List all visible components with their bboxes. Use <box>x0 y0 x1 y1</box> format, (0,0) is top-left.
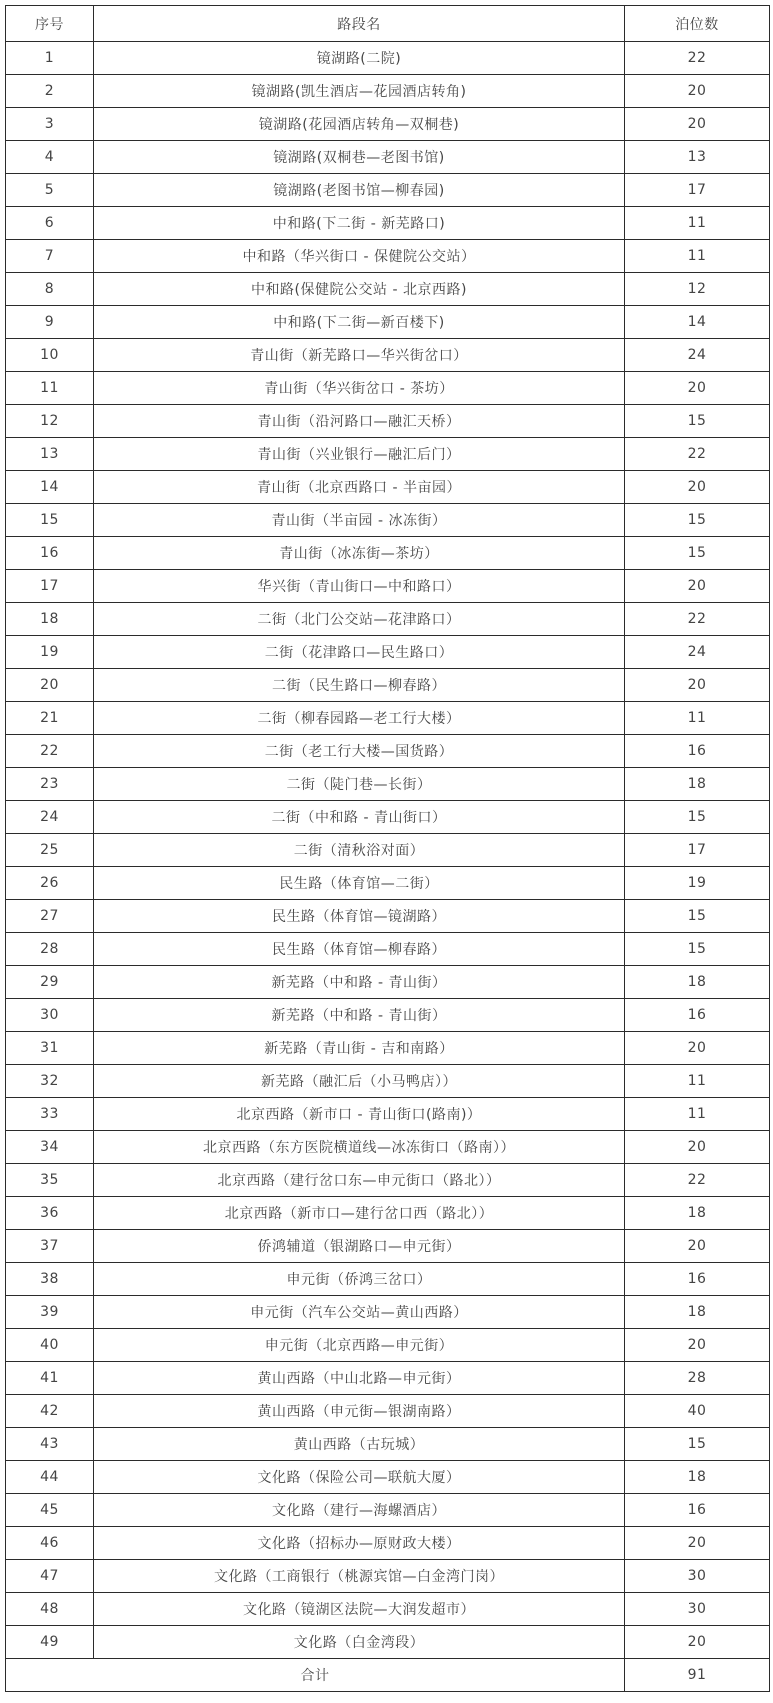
row-road-section: 新芜路（青山街 - 吉和南路） <box>94 1032 625 1065</box>
table-row <box>6 999 770 1032</box>
row-berth-count: 22 <box>625 603 770 636</box>
row-index: 41 <box>6 1362 94 1395</box>
row-index: 31 <box>6 1032 94 1065</box>
row-berth-count: 17 <box>625 174 770 207</box>
table-row <box>6 1461 770 1494</box>
row-berth-count: 18 <box>625 1461 770 1494</box>
row-berth-count: 15 <box>625 504 770 537</box>
row-road-section: 华兴街（青山街口—中和路口） <box>94 570 625 603</box>
table-row <box>6 1263 770 1296</box>
row-index: 42 <box>6 1395 94 1428</box>
table-row <box>6 1494 770 1527</box>
header-road-section: 路段名 <box>94 6 625 42</box>
table-row <box>6 1329 770 1362</box>
row-berth-count: 20 <box>625 1329 770 1362</box>
row-index: 29 <box>6 966 94 999</box>
table-row <box>6 75 770 108</box>
table-row <box>6 1527 770 1560</box>
row-index: 1 <box>6 42 94 75</box>
table-total-row <box>6 1659 770 1692</box>
row-index: 7 <box>6 240 94 273</box>
row-index: 47 <box>6 1560 94 1593</box>
row-index: 27 <box>6 900 94 933</box>
table-row <box>6 273 770 306</box>
table-row <box>6 1593 770 1626</box>
row-road-section: 青山街（沿河路口—融汇天桥） <box>94 405 625 438</box>
row-berth-count: 19 <box>625 867 770 900</box>
row-index: 46 <box>6 1527 94 1560</box>
table-row <box>6 405 770 438</box>
row-berth-count: 18 <box>625 768 770 801</box>
row-road-section: 中和路（华兴街口 - 保健院公交站） <box>94 240 625 273</box>
row-road-section: 青山街（北京西路口 - 半亩园） <box>94 471 625 504</box>
row-index: 40 <box>6 1329 94 1362</box>
header-berth-count: 泊位数 <box>625 6 770 42</box>
table-row <box>6 933 770 966</box>
table-row <box>6 1032 770 1065</box>
row-index: 8 <box>6 273 94 306</box>
row-road-section: 文化路（镜湖区法院—大润发超市） <box>94 1593 625 1626</box>
row-road-section: 申元街（汽车公交站—黄山西路） <box>94 1296 625 1329</box>
row-berth-count: 11 <box>625 702 770 735</box>
table-row <box>6 438 770 471</box>
table-row <box>6 570 770 603</box>
row-berth-count: 18 <box>625 1296 770 1329</box>
row-berth-count: 12 <box>625 273 770 306</box>
table-row <box>6 174 770 207</box>
table-row <box>6 669 770 702</box>
row-berth-count: 24 <box>625 339 770 372</box>
table-header-row <box>6 6 770 42</box>
table-row <box>6 372 770 405</box>
table-row <box>6 768 770 801</box>
table-row <box>6 1065 770 1098</box>
row-index: 48 <box>6 1593 94 1626</box>
row-index: 9 <box>6 306 94 339</box>
row-index: 34 <box>6 1131 94 1164</box>
row-berth-count: 15 <box>625 900 770 933</box>
row-berth-count: 22 <box>625 1164 770 1197</box>
row-index: 39 <box>6 1296 94 1329</box>
row-road-section: 申元街（侨鸿三岔口） <box>94 1263 625 1296</box>
row-berth-count: 20 <box>625 570 770 603</box>
table-row <box>6 801 770 834</box>
row-berth-count: 14 <box>625 306 770 339</box>
table-row <box>6 735 770 768</box>
total-label: 合计 <box>6 1659 625 1692</box>
row-index: 36 <box>6 1197 94 1230</box>
row-berth-count: 20 <box>625 1230 770 1263</box>
table-row <box>6 537 770 570</box>
row-index: 6 <box>6 207 94 240</box>
row-berth-count: 18 <box>625 1197 770 1230</box>
row-index: 44 <box>6 1461 94 1494</box>
row-index: 25 <box>6 834 94 867</box>
row-index: 21 <box>6 702 94 735</box>
row-berth-count: 16 <box>625 735 770 768</box>
row-berth-count: 40 <box>625 1395 770 1428</box>
row-berth-count: 20 <box>625 108 770 141</box>
row-berth-count: 22 <box>625 42 770 75</box>
row-berth-count: 15 <box>625 1428 770 1461</box>
table-row <box>6 834 770 867</box>
row-berth-count: 15 <box>625 537 770 570</box>
row-road-section: 新芜路（中和路 - 青山街） <box>94 966 625 999</box>
row-index: 38 <box>6 1263 94 1296</box>
row-berth-count: 30 <box>625 1593 770 1626</box>
row-road-section: 青山街（冰冻街—茶坊） <box>94 537 625 570</box>
row-berth-count: 16 <box>625 1494 770 1527</box>
row-berth-count: 16 <box>625 1263 770 1296</box>
table-row <box>6 504 770 537</box>
row-index: 20 <box>6 669 94 702</box>
row-road-section: 镜湖路(凯生酒店—花园酒店转角) <box>94 75 625 108</box>
row-road-section: 二街（清秋浴对面） <box>94 834 625 867</box>
row-road-section: 文化路（招标办—原财政大楼） <box>94 1527 625 1560</box>
row-index: 16 <box>6 537 94 570</box>
table-row <box>6 207 770 240</box>
table-row <box>6 1164 770 1197</box>
row-berth-count: 11 <box>625 1065 770 1098</box>
row-road-section: 中和路(保健院公交站 - 北京西路) <box>94 273 625 306</box>
row-index: 45 <box>6 1494 94 1527</box>
row-index: 33 <box>6 1098 94 1131</box>
row-index: 14 <box>6 471 94 504</box>
row-road-section: 新芜路（中和路 - 青山街） <box>94 999 625 1032</box>
row-berth-count: 30 <box>625 1560 770 1593</box>
total-value: 91 <box>625 1659 770 1692</box>
row-road-section: 二街（柳春园路—老工行大楼） <box>94 702 625 735</box>
row-road-section: 青山街（华兴街岔口 - 茶坊） <box>94 372 625 405</box>
table-row <box>6 702 770 735</box>
row-index: 13 <box>6 438 94 471</box>
row-index: 32 <box>6 1065 94 1098</box>
row-index: 18 <box>6 603 94 636</box>
table-row <box>6 1098 770 1131</box>
table-row <box>6 108 770 141</box>
row-berth-count: 20 <box>625 372 770 405</box>
row-road-section: 文化路（工商银行（桃源宾馆—白金湾门岗） <box>94 1560 625 1593</box>
row-index: 15 <box>6 504 94 537</box>
table-row <box>6 1131 770 1164</box>
row-index: 26 <box>6 867 94 900</box>
row-index: 17 <box>6 570 94 603</box>
row-road-section: 民生路（体育馆—柳春路） <box>94 933 625 966</box>
row-berth-count: 20 <box>625 75 770 108</box>
table-row <box>6 1560 770 1593</box>
row-road-section: 青山街（新芜路口—华兴街岔口） <box>94 339 625 372</box>
row-road-section: 中和路(下二街 - 新芜路口) <box>94 207 625 240</box>
row-road-section: 二街（中和路 - 青山街口） <box>94 801 625 834</box>
table-row <box>6 900 770 933</box>
row-index: 2 <box>6 75 94 108</box>
row-index: 11 <box>6 372 94 405</box>
row-berth-count: 20 <box>625 1131 770 1164</box>
row-berth-count: 11 <box>625 1098 770 1131</box>
table-row <box>6 141 770 174</box>
table-row <box>6 1197 770 1230</box>
row-road-section: 镜湖路(二院) <box>94 42 625 75</box>
row-road-section: 文化路（保险公司—联航大厦） <box>94 1461 625 1494</box>
row-berth-count: 20 <box>625 471 770 504</box>
row-road-section: 二街（陡门巷—长街） <box>94 768 625 801</box>
row-road-section: 文化路（建行—海螺酒店） <box>94 1494 625 1527</box>
row-road-section: 黄山西路（申元街—银湖南路） <box>94 1395 625 1428</box>
row-index: 49 <box>6 1626 94 1659</box>
row-road-section: 新芜路（融汇后（小马鸭店）） <box>94 1065 625 1098</box>
row-road-section: 青山街（半亩园 - 冰冻街） <box>94 504 625 537</box>
header-index: 序号 <box>6 6 94 42</box>
row-index: 12 <box>6 405 94 438</box>
row-berth-count: 15 <box>625 933 770 966</box>
table-row <box>6 966 770 999</box>
row-index: 22 <box>6 735 94 768</box>
row-berth-count: 15 <box>625 801 770 834</box>
row-berth-count: 22 <box>625 438 770 471</box>
row-road-section: 侨鸿辅道（银湖路口—申元街） <box>94 1230 625 1263</box>
row-index: 5 <box>6 174 94 207</box>
row-index: 23 <box>6 768 94 801</box>
row-road-section: 北京西路（新市口 - 青山街口(路南)） <box>94 1098 625 1131</box>
row-berth-count: 15 <box>625 405 770 438</box>
row-berth-count: 20 <box>625 669 770 702</box>
row-berth-count: 11 <box>625 207 770 240</box>
row-berth-count: 20 <box>625 1032 770 1065</box>
table-row <box>6 603 770 636</box>
row-index: 28 <box>6 933 94 966</box>
row-road-section: 黄山西路（中山北路—申元街） <box>94 1362 625 1395</box>
row-berth-count: 18 <box>625 966 770 999</box>
row-road-section: 北京西路（新市口—建行岔口西（路北）） <box>94 1197 625 1230</box>
row-index: 10 <box>6 339 94 372</box>
row-index: 43 <box>6 1428 94 1461</box>
row-berth-count: 13 <box>625 141 770 174</box>
row-road-section: 青山街（兴业银行—融汇后门） <box>94 438 625 471</box>
row-berth-count: 16 <box>625 999 770 1032</box>
table-row <box>6 1428 770 1461</box>
row-road-section: 二街（北门公交站—花津路口） <box>94 603 625 636</box>
table-row <box>6 339 770 372</box>
row-index: 37 <box>6 1230 94 1263</box>
table-row <box>6 42 770 75</box>
row-index: 3 <box>6 108 94 141</box>
table-row <box>6 1362 770 1395</box>
table-row <box>6 1230 770 1263</box>
row-road-section: 文化路（白金湾段） <box>94 1626 625 1659</box>
row-road-section: 北京西路（建行岔口东—申元街口（路北）） <box>94 1164 625 1197</box>
table-row <box>6 1296 770 1329</box>
row-berth-count: 24 <box>625 636 770 669</box>
row-index: 30 <box>6 999 94 1032</box>
row-road-section: 二街（民生路口—柳春路） <box>94 669 625 702</box>
row-index: 19 <box>6 636 94 669</box>
row-berth-count: 28 <box>625 1362 770 1395</box>
table-row <box>6 240 770 273</box>
row-index: 24 <box>6 801 94 834</box>
row-road-section: 镜湖路(老图书馆—柳春园) <box>94 174 625 207</box>
row-berth-count: 17 <box>625 834 770 867</box>
row-index: 35 <box>6 1164 94 1197</box>
table-row <box>6 471 770 504</box>
row-road-section: 申元街（北京西路—申元街） <box>94 1329 625 1362</box>
row-road-section: 民生路（体育馆—镜湖路） <box>94 900 625 933</box>
row-road-section: 民生路（体育馆—二街） <box>94 867 625 900</box>
row-berth-count: 11 <box>625 240 770 273</box>
row-road-section: 镜湖路(双桐巷—老图书馆) <box>94 141 625 174</box>
row-road-section: 中和路(下二街—新百楼下) <box>94 306 625 339</box>
parking-berth-table <box>5 5 770 1692</box>
row-berth-count: 20 <box>625 1527 770 1560</box>
row-berth-count: 20 <box>625 1626 770 1659</box>
table-row <box>6 867 770 900</box>
table-row <box>6 306 770 339</box>
row-road-section: 二街（老工行大楼—国货路） <box>94 735 625 768</box>
row-road-section: 黄山西路（古玩城） <box>94 1428 625 1461</box>
row-index: 4 <box>6 141 94 174</box>
row-road-section: 北京西路（东方医院横道线—冰冻街口（路南）） <box>94 1131 625 1164</box>
row-road-section: 二街（花津路口—民生路口） <box>94 636 625 669</box>
table-row <box>6 1395 770 1428</box>
table-row <box>6 636 770 669</box>
row-road-section: 镜湖路(花园酒店转角—双桐巷) <box>94 108 625 141</box>
table-row <box>6 1626 770 1659</box>
